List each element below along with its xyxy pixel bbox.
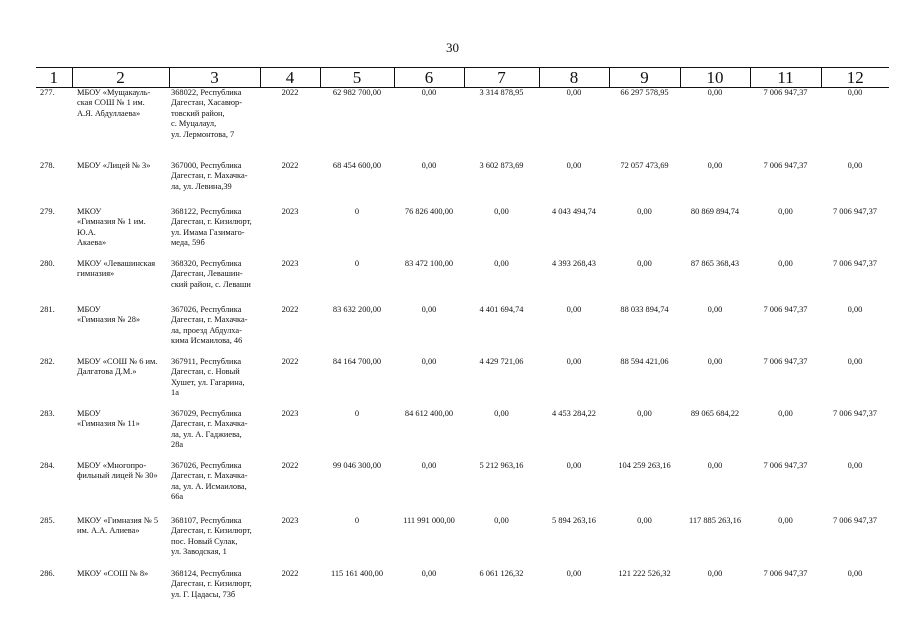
cell-12: 0,00 [847, 357, 863, 366]
cell-11: 7 006 947,37 [763, 161, 808, 170]
cell-9: 0,00 [637, 259, 652, 268]
cell-11: 7 006 947,37 [763, 88, 808, 97]
table-row [36, 510, 889, 563]
column-header: 9 [609, 68, 680, 88]
cell-6: 83 472 100,00 [404, 259, 454, 268]
column-header: 3 [169, 68, 260, 88]
column-header: 11 [750, 68, 821, 88]
cell-7: 0,00 [494, 516, 509, 525]
cell-10: 0,00 [707, 161, 723, 170]
cell-5: 0 [354, 207, 360, 216]
column-header: 7 [464, 68, 539, 88]
cell-9: 88 033 894,74 [620, 305, 669, 314]
cell-3: 368124, Республика Дагестан, г. Кизилюрт, ул. Г. Цадасы, 73б [171, 569, 252, 599]
cell-2: МБОУ «Гимназия № 28» [77, 305, 141, 325]
cell-10: 0,00 [707, 357, 723, 366]
cell-4: 2023 [281, 409, 299, 418]
cell-10: 0,00 [707, 88, 723, 97]
cell-3: 367029, Республика Дагестан, г. Махачка- ла, ул. А. Гаджиева, 28а [171, 409, 248, 450]
cell-6: 0,00 [421, 161, 437, 170]
cell-11: 0,00 [778, 207, 793, 216]
cell-1: 280. [40, 259, 55, 268]
column-header: 5 [320, 68, 394, 88]
cell-11: 7 006 947,37 [763, 305, 808, 314]
cell-8: 0,00 [566, 461, 582, 470]
table-row [36, 403, 889, 455]
cell-9: 0,00 [637, 409, 652, 418]
cell-7: 5 212 963,16 [479, 461, 524, 470]
cell-2: МКОУ «Гимназия № 5 им. А.А. Алиева» [77, 516, 159, 536]
cell-9: 0,00 [637, 207, 652, 216]
cell-9: 66 297 578,95 [620, 88, 669, 97]
cell-2: МБОУ «СОШ № 6 им. Далгатова Д.М.» [77, 357, 158, 377]
cell-12: 0,00 [847, 569, 863, 578]
cell-5: 62 982 700,00 [332, 88, 382, 97]
cell-9: 0,00 [637, 516, 652, 525]
cell-12: 0,00 [847, 305, 863, 314]
cell-8: 0,00 [566, 305, 582, 314]
table-row [36, 299, 889, 351]
cell-3: 368107, Республика Дагестан, г. Кизилюрт, пос. Новый Сулак, ул. Заводская, 1 [171, 516, 252, 557]
cell-3: 368320, Республика Дагестан, Левашин- ский район, с. Леваши [171, 259, 251, 289]
cell-3: 367026, Республика Дагестан, г. Махачка- ла, ул. А. Исмаилова, 66а [171, 461, 248, 502]
cell-6: 0,00 [421, 88, 437, 97]
cell-7: 0,00 [494, 409, 509, 418]
cell-7: 3 602 873,69 [479, 161, 524, 170]
cell-5: 115 161 400,00 [330, 569, 384, 578]
cell-2: МКОУ «Левашинская гимназия» [77, 259, 156, 279]
column-header: 1 [36, 68, 72, 88]
cell-4: 2022 [281, 161, 299, 170]
table-row [36, 455, 889, 510]
cell-10: 0,00 [707, 305, 723, 314]
cell-12: 0,00 [847, 88, 863, 97]
cell-6: 111 991 000,00 [403, 516, 455, 525]
table-row [36, 201, 889, 253]
cell-10: 0,00 [707, 569, 723, 578]
cell-4: 2022 [281, 305, 299, 314]
cell-8: 4 393 268,43 [552, 259, 596, 268]
cell-5: 0 [354, 409, 360, 418]
cell-2: МБОУ «Мущакауль- ская СОШ № 1 им. А.Я. Абдуллаева» [77, 88, 151, 118]
cell-1: 285. [40, 516, 55, 525]
cell-4: 2022 [281, 461, 299, 470]
cell-6: 76 826 400,00 [404, 207, 454, 216]
data-table [36, 67, 889, 613]
page-number: 30 [446, 40, 459, 55]
cell-5: 99 046 300,00 [332, 461, 382, 470]
column-header: 4 [260, 68, 320, 88]
column-header: 10 [680, 68, 750, 88]
cell-4: 2022 [281, 88, 299, 97]
cell-3: 368122, Республика Дагестан, г. Кизилюрт, ул. Имама Газимаго- меда, 59б [171, 207, 252, 248]
cell-1: 281. [40, 305, 55, 314]
cell-7: 0,00 [494, 259, 509, 268]
cell-3: 367000, Республика Дагестан, г. Махачка- ла, ул. Левина,39 [171, 161, 248, 191]
cell-12: 7 006 947,37 [833, 409, 877, 418]
cell-4: 2023 [281, 207, 299, 216]
cell-5: 0 [354, 259, 360, 268]
cell-12: 0,00 [847, 161, 863, 170]
cell-3: 367026, Республика Дагестан, г. Махачка- ла, проезд Абдулха- кима Исмаилова, 46 [171, 305, 248, 346]
column-header: 2 [72, 68, 169, 88]
cell-1: 277. [40, 88, 55, 97]
cell-6: 84 612 400,00 [404, 409, 454, 418]
column-header: 8 [539, 68, 609, 88]
cell-8: 0,00 [566, 88, 582, 97]
cell-7: 6 061 126,32 [479, 569, 524, 578]
cell-4: 2022 [281, 357, 299, 366]
table-row [36, 563, 889, 613]
cell-8: 4 453 284,22 [552, 409, 596, 418]
cell-3: 367911, Республика Дагестан, с. Новый Хушет, ул. Гагарина, 1а [171, 357, 245, 398]
cell-6: 0,00 [421, 357, 437, 366]
cell-1: 278. [40, 161, 55, 170]
cell-2: МБОУ «Гимназия № 11» [77, 409, 140, 429]
cell-11: 0,00 [778, 516, 793, 525]
cell-5: 83 632 200,00 [332, 305, 382, 314]
cell-2: МБОУ «Многопро- фильный лицей № 30» [77, 461, 158, 481]
cell-9: 88 594 421,06 [620, 357, 669, 366]
cell-9: 121 222 526,32 [618, 569, 671, 578]
cell-11: 7 006 947,37 [763, 357, 808, 366]
header-row [36, 68, 889, 88]
column-header: 12 [821, 68, 889, 88]
cell-4: 2022 [281, 569, 299, 578]
cell-12: 7 006 947,37 [833, 207, 877, 216]
cell-10: 80 869 894,74 [690, 207, 740, 216]
cell-12: 7 006 947,37 [833, 259, 877, 268]
cell-12: 0,00 [847, 461, 863, 470]
cell-9: 104 259 263,16 [618, 461, 671, 470]
cell-7: 3 314 878,95 [479, 88, 524, 97]
cell-12: 7 006 947,37 [833, 516, 877, 525]
cell-2: МКОУ «Гимназия № 1 им. Ю.А. Акаева» [77, 207, 146, 248]
cell-7: 4 429 721,06 [479, 357, 524, 366]
cell-1: 279. [40, 207, 55, 216]
cell-4: 2023 [281, 516, 299, 525]
cell-1: 282. [40, 357, 55, 366]
cell-11: 0,00 [778, 409, 793, 418]
cell-10: 117 885 263,16 [688, 516, 742, 525]
table-row [36, 88, 889, 156]
cell-8: 0,00 [566, 161, 582, 170]
cell-5: 68 454 600,00 [332, 161, 382, 170]
cell-7: 4 401 694,74 [479, 305, 524, 314]
cell-6: 0,00 [421, 569, 437, 578]
cell-11: 0,00 [778, 259, 793, 268]
cell-8: 4 043 494,74 [552, 207, 596, 216]
table-row [36, 253, 889, 299]
table-row [36, 155, 889, 201]
cell-3: 368022, Республика Дагестан, Хасавюр- товский район, с. Муцалаул, ул. Лермонтова, 7 [171, 88, 243, 139]
column-header: 6 [394, 68, 464, 88]
cell-10: 89 065 684,22 [690, 409, 740, 418]
cell-7: 0,00 [494, 207, 509, 216]
cell-2: МКОУ «СОШ № 8» [77, 569, 149, 578]
cell-1: 286. [40, 569, 55, 578]
cell-8: 0,00 [566, 569, 582, 578]
cell-5: 84 164 700,00 [332, 357, 382, 366]
cell-8: 0,00 [566, 357, 582, 366]
cell-6: 0,00 [421, 305, 437, 314]
cell-11: 7 006 947,37 [763, 461, 808, 470]
cell-8: 5 894 263,16 [552, 516, 596, 525]
cell-4: 2023 [281, 259, 299, 268]
cell-9: 72 057 473,69 [620, 161, 669, 170]
cell-11: 7 006 947,37 [763, 569, 808, 578]
cell-10: 87 865 368,43 [690, 259, 740, 268]
cell-6: 0,00 [421, 461, 437, 470]
cell-1: 283. [40, 409, 55, 418]
cell-2: МБОУ «Лицей № 3» [77, 161, 151, 170]
cell-10: 0,00 [707, 461, 723, 470]
table-row [36, 351, 889, 403]
cell-5: 0 [354, 516, 360, 525]
cell-1: 284. [40, 461, 55, 470]
